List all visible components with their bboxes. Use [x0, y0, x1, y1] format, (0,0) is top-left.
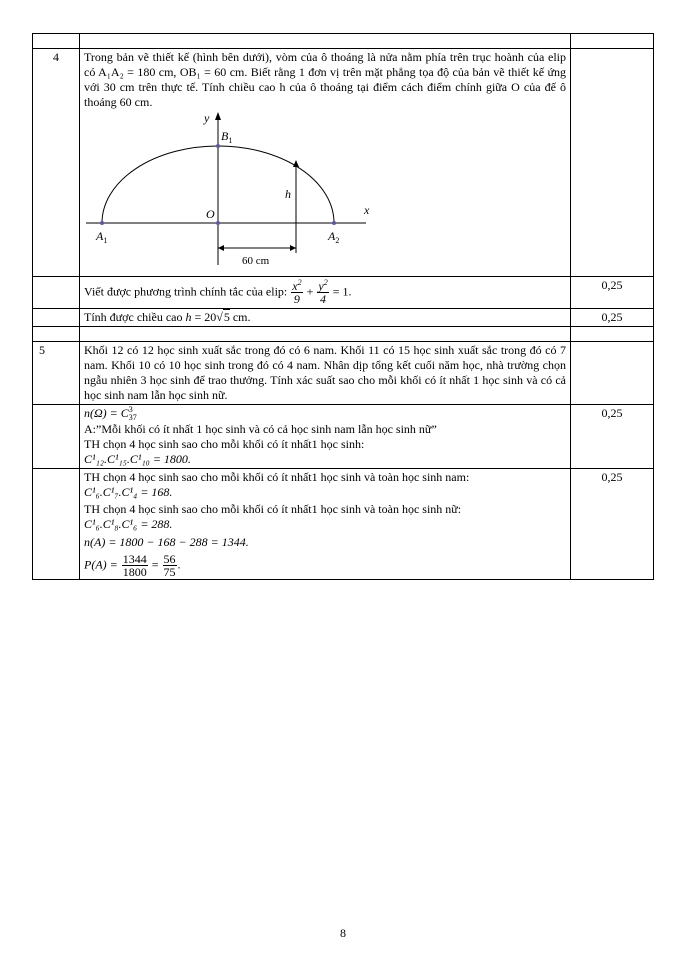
table-row	[33, 49, 654, 277]
blank-cell	[33, 277, 80, 309]
blank-cell	[571, 34, 654, 49]
probability-line: P(A) = $\frac{1344}{1800}$ = $\frac{56}{75}$ .	[84, 552, 181, 580]
point-b1	[216, 144, 220, 148]
blank-cell	[33, 309, 80, 327]
score-cell	[571, 49, 654, 277]
blank-cell	[80, 327, 571, 342]
step1-text: Viết được phương trình chính tắc của elip:	[84, 284, 288, 299]
solution-cell	[80, 405, 571, 469]
fraction-1344-1800: $\frac{1344}{1800}$	[122, 552, 147, 580]
event-text: A:”Mỗi khối có ít nhất 1 học sinh và có cả học sinh nam lẫn học sinh nữ”	[84, 422, 437, 437]
question-number: 5	[33, 342, 80, 405]
sqrt-sign: √	[216, 310, 223, 324]
fraction-56-75: $\frac{56}{75}$	[163, 552, 176, 580]
table-row	[33, 327, 654, 342]
y-axis-arrow	[215, 112, 221, 120]
blank-cell	[80, 34, 571, 49]
point-o	[216, 221, 220, 225]
table-row	[33, 469, 654, 580]
fraction-x: $\frac{x^2}{9}$	[292, 278, 302, 306]
calc-male: C¹₆.C¹₇.C¹₄ = 168.	[84, 485, 173, 500]
blank-cell	[33, 327, 80, 342]
answer-table	[32, 33, 654, 580]
table-row	[33, 34, 654, 49]
n-a-line: n(A) = 1800 − 168 − 288 = 1344.	[84, 535, 249, 550]
h-label: h	[285, 187, 291, 201]
y-label: y	[204, 111, 210, 125]
calc-female: C¹₆.C¹₈.C¹₆ = 288.	[84, 517, 173, 532]
score: 0,25	[571, 405, 654, 469]
blank-cell	[571, 327, 654, 342]
table-row	[33, 309, 654, 327]
score: 0,25	[571, 309, 654, 327]
score: 0,25	[571, 469, 654, 580]
fraction-y: $\frac{y^2}{4}$	[318, 278, 328, 306]
omega-line: n(Ω) = C 3 37	[84, 405, 137, 423]
score-cell	[571, 342, 654, 405]
blank-cell	[33, 469, 80, 580]
a1-label: $A_1$	[96, 229, 108, 245]
equation: = 20	[194, 310, 217, 324]
unit: cm.	[232, 310, 251, 324]
table-row	[33, 277, 654, 309]
radicand: 5	[223, 310, 230, 324]
case-female-text: TH chọn 4 học sinh sao cho mỗi khối có ít nhất1 học sinh và toàn học sinh nữ:	[84, 502, 462, 517]
o-label: O	[206, 207, 215, 221]
a2-label: $A_2$	[328, 229, 340, 245]
table-row	[33, 405, 654, 469]
problem-text: Trong bản vẽ thiết kế (hình bên dưới), vòm của ô thoáng là nửa nằm phía trên trục hoành của elip có A₁A₂ = 180 cm, OB₁ = 60 cm. Biết rằng 1 đơn vị trên mặt phẳng tọa độ của bản vẽ thiết kế ứng với 30 cm trên thực tế. Tính chiều cao h của ô thoáng tại điểm cách điểm chính giữa O của đế ô thoáng 60 cm.	[84, 50, 566, 109]
solution-cell	[80, 469, 571, 580]
dimension-arrow-right	[290, 245, 296, 251]
height-arrow	[293, 160, 299, 167]
x-label: x	[364, 203, 370, 217]
variable-h: h	[185, 310, 192, 324]
blank-cell	[33, 405, 80, 469]
step2-text: Tính được chiều cao	[84, 310, 183, 324]
point-a2	[332, 221, 336, 225]
dimension-arrow-left	[218, 245, 224, 251]
plus-sign: +	[306, 284, 314, 299]
question-number: 4	[33, 49, 80, 277]
blank-cell	[33, 34, 80, 49]
calc-text: C¹₁₂.C¹₁₅.C¹₁₀ = 1800.	[84, 452, 191, 467]
score: 0,25	[571, 277, 654, 309]
table-row	[33, 342, 654, 405]
b1-label: $B_1$	[221, 129, 233, 145]
point-a1	[100, 221, 104, 225]
page-number: 8	[340, 926, 346, 940]
equation-end: = 1.	[332, 284, 352, 299]
case-male-text: TH chọn 4 học sinh sao cho mỗi khối có ít nhất1 học sinh và toàn học sinh nam:	[84, 470, 470, 485]
step-cell	[80, 277, 571, 309]
step-cell	[80, 309, 571, 327]
case-text: TH chọn 4 học sinh sao cho mỗi khối có ít nhất1 học sinh:	[84, 437, 365, 452]
problem-cell	[80, 49, 571, 277]
ellipse-figure	[84, 110, 374, 275]
dimension-label: 60 cm	[242, 255, 270, 267]
problem-text: Khối 12 có 12 học sinh xuất sắc trong đó có 6 nam. Khối 11 có 15 học sinh xuất sắc trong đó có 7 nam. Khối 10 có 10 học sinh trong đó có 4 nam. Nhân dịp tổng kết cuối năm học, nhà trường chọn ngẫu nhiên 3 học sinh để trao thưởng. Tính xác suất sao cho mỗi khối có ít nhất 1 học sinh và có cả học sinh nam lẫn học sinh nữ.	[80, 342, 571, 405]
